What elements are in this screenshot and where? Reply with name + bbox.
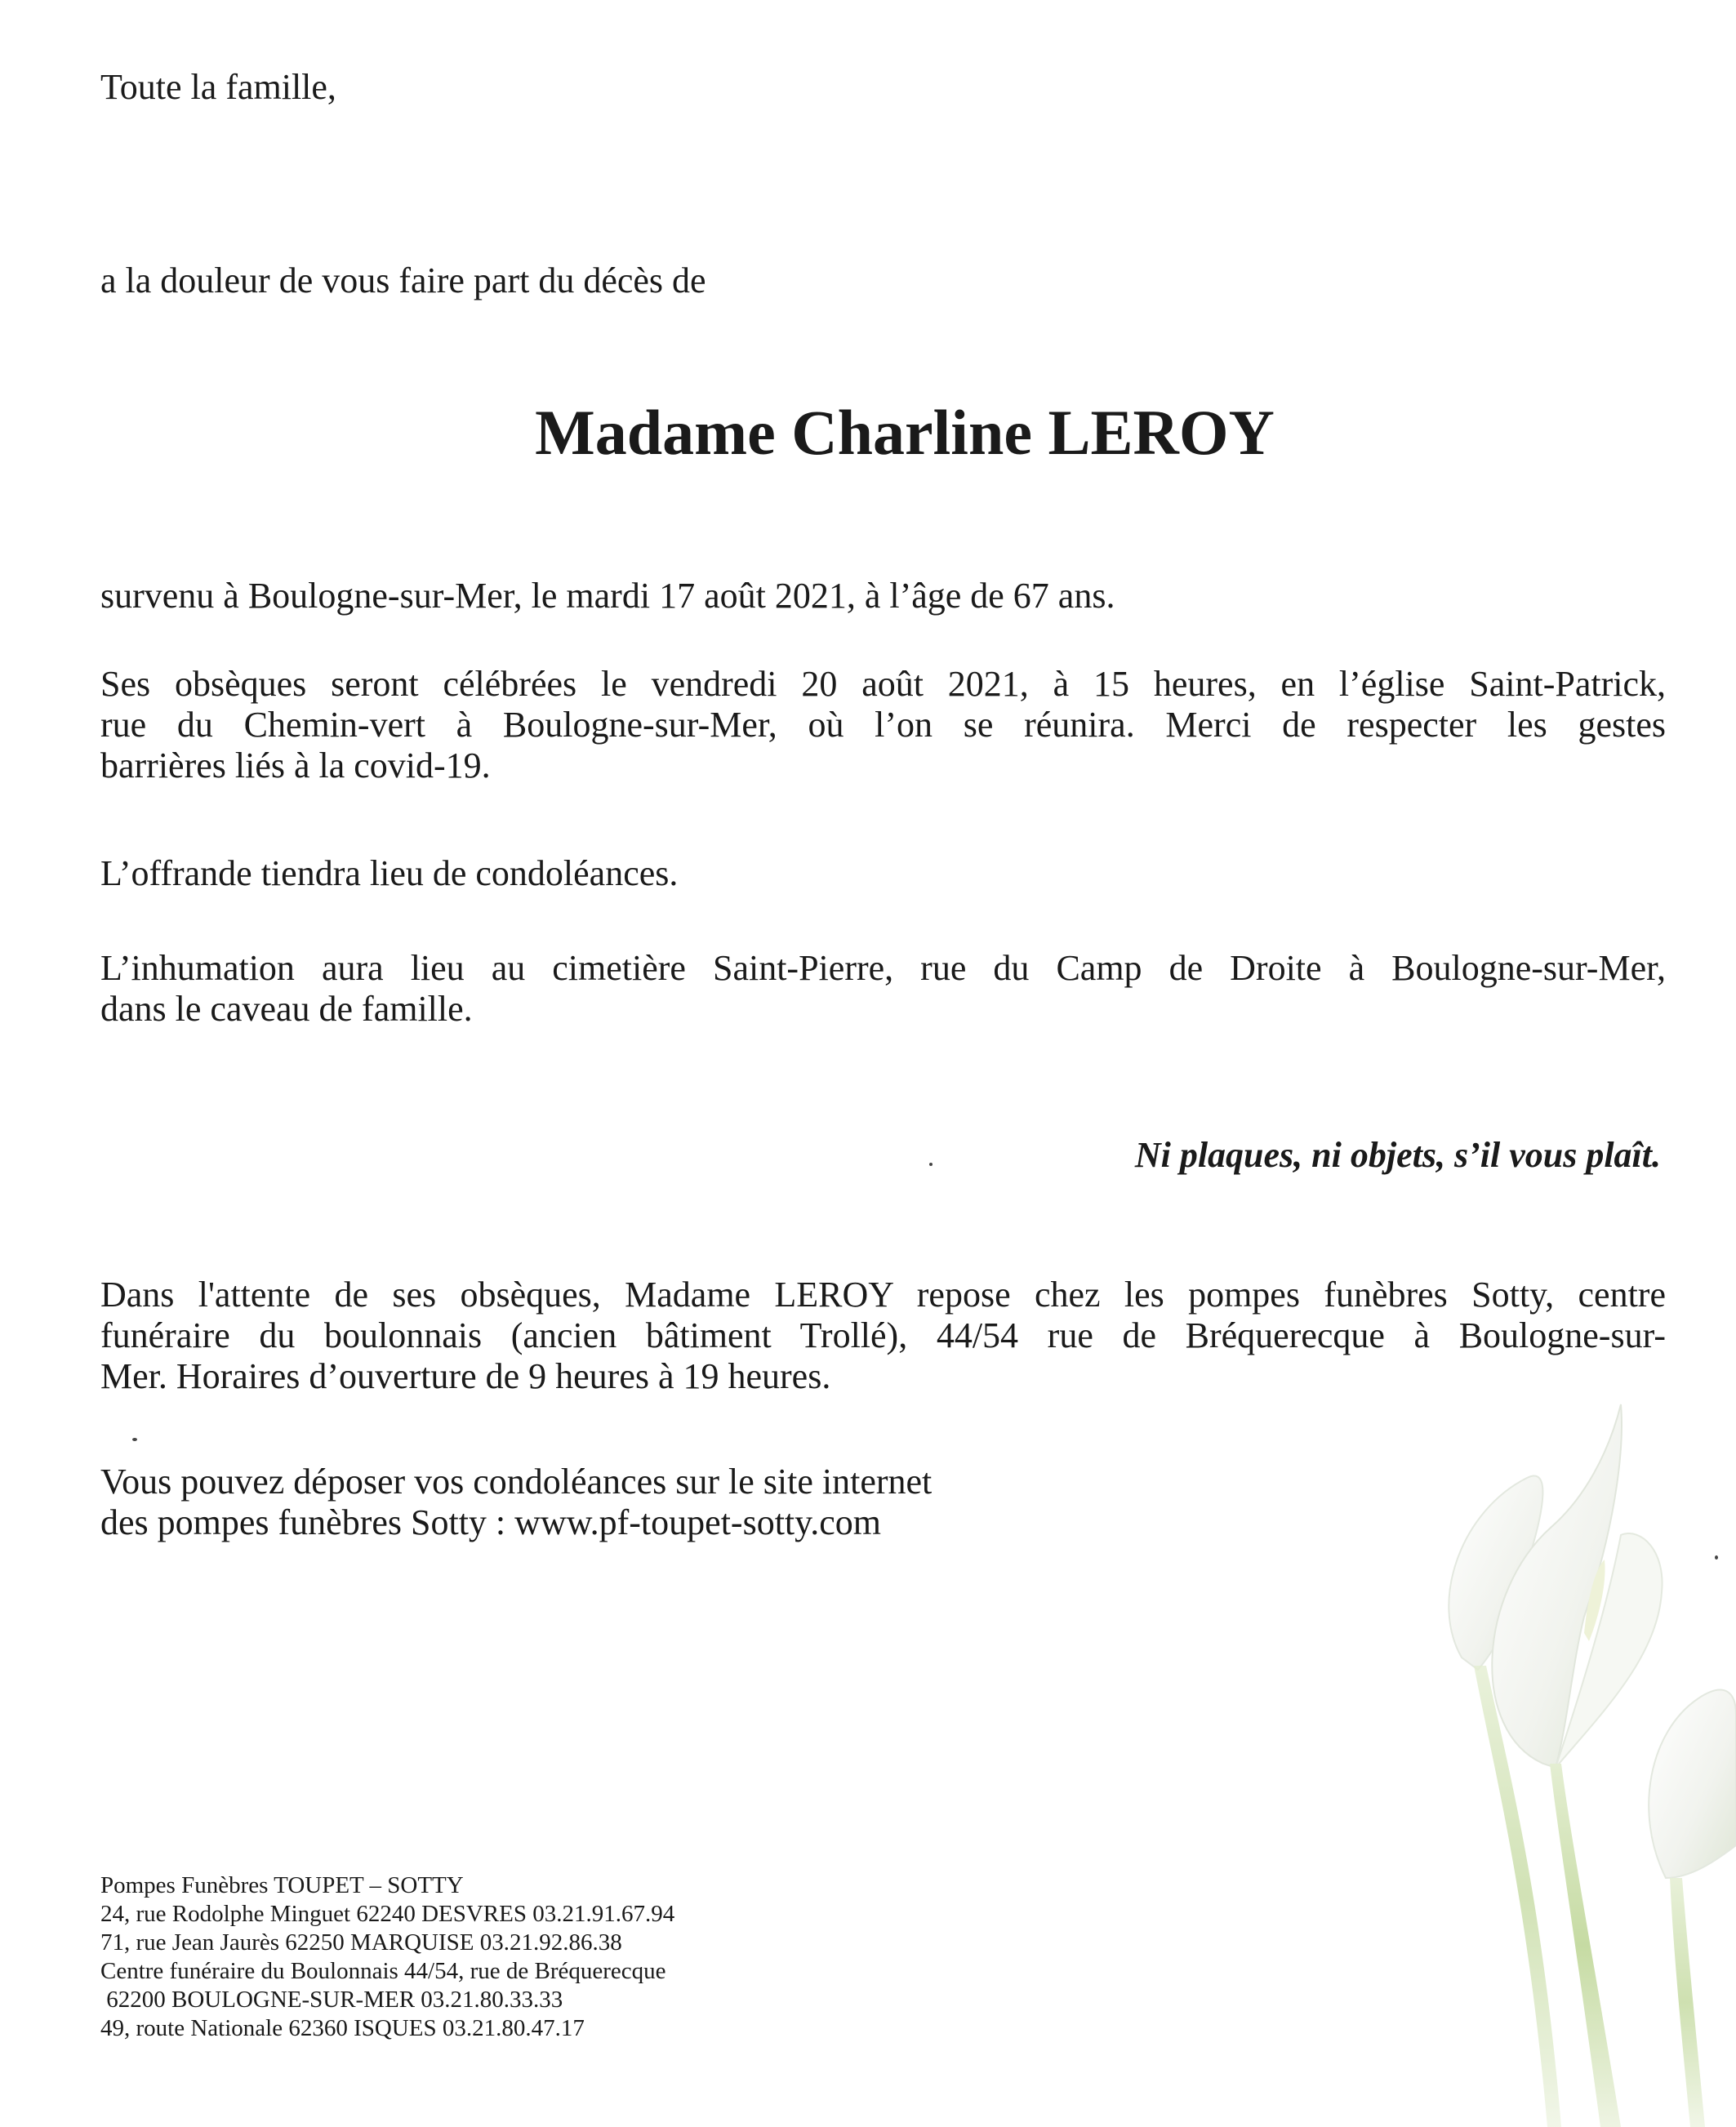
deceased-name: Madame Charline LEROY [535,397,1275,468]
footer-address-line: 49, route Nationale 62360 ISQUES 03.21.80.47.17 [100,2015,585,2041]
condolence-paragraph [100,1462,1162,1543]
closing-note: Ni plaques, ni objets, s’il vous plaît. [1134,1135,1661,1175]
footer-address-line: Centre funéraire du Boulonnais 44/54, rue de Bréquerecque [100,1958,666,1984]
footer-address-line: 62200 BOULOGNE-SUR-MER 03.21.80.33.33 [100,1987,563,2013]
funeral-home-footer [100,1871,674,2043]
death-info: survenu à Boulogne-sur-Mer, le mardi 17 août 2021, à l’âge de 67 ans. [100,576,1115,616]
footer-address-line: 24, rue Rodolphe Minguet 62240 DESVRES 03.21.91.67.94 [100,1901,675,1927]
funeral-line: Ses obsèques seront célébrées le vendredi 20 août 2021, à 15 heures, en l’église Saint-Patrick, [100,664,1666,704]
announcement: a la douleur de vous faire part du décès de [100,260,706,300]
condolence-line: des pompes funèbres Sotty : www.pf-toupet-sotty.com [100,1502,882,1542]
burial-line: dans le caveau de famille. [100,989,473,1029]
footer-address-line: 71, rue Jean Jaurès 62250 MARQUISE 03.21.92.86.38 [100,1929,622,1956]
footer-company: Pompes Funèbres TOUPET – SOTTY [100,1872,464,1898]
offering-note: L’offrande tiendra lieu de condoléances. [100,853,679,893]
repose-line: Mer. Horaires d’ouverture de 9 heures à 19 heures. [100,1356,831,1396]
repose-paragraph [100,1275,1666,1397]
salutation: Toute la famille, [100,67,336,107]
repose-line: funéraire du boulonnais (ancien bâtiment Trollé), 44/54 rue de Bréquerecque à Boulogne-sur- [100,1315,1666,1355]
scan-dot [132,1438,137,1441]
calla-lily-illustration [1339,1388,1736,2127]
funeral-line: barrières liés à la covid-19. [100,745,491,785]
burial-line: L’inhumation aura lieu au cimetière Saint-Pierre, rue du Camp de Droite à Boulogne-sur-Mer, [100,948,1666,988]
condolence-line: Vous pouvez déposer vos condoléances sur le site internet [100,1462,933,1502]
scan-dot [1715,1555,1718,1560]
scan-dot [929,1163,933,1166]
repose-line: Dans l'attente de ses obsèques, Madame LEROY repose chez les pompes funèbres Sotty, centre [100,1275,1666,1315]
burial-paragraph [100,948,1666,1030]
funeral-line: rue du Chemin-vert à Boulogne-sur-Mer, où l’on se réunira. Merci de respecter les gestes [100,705,1666,745]
funeral-paragraph [100,664,1666,786]
